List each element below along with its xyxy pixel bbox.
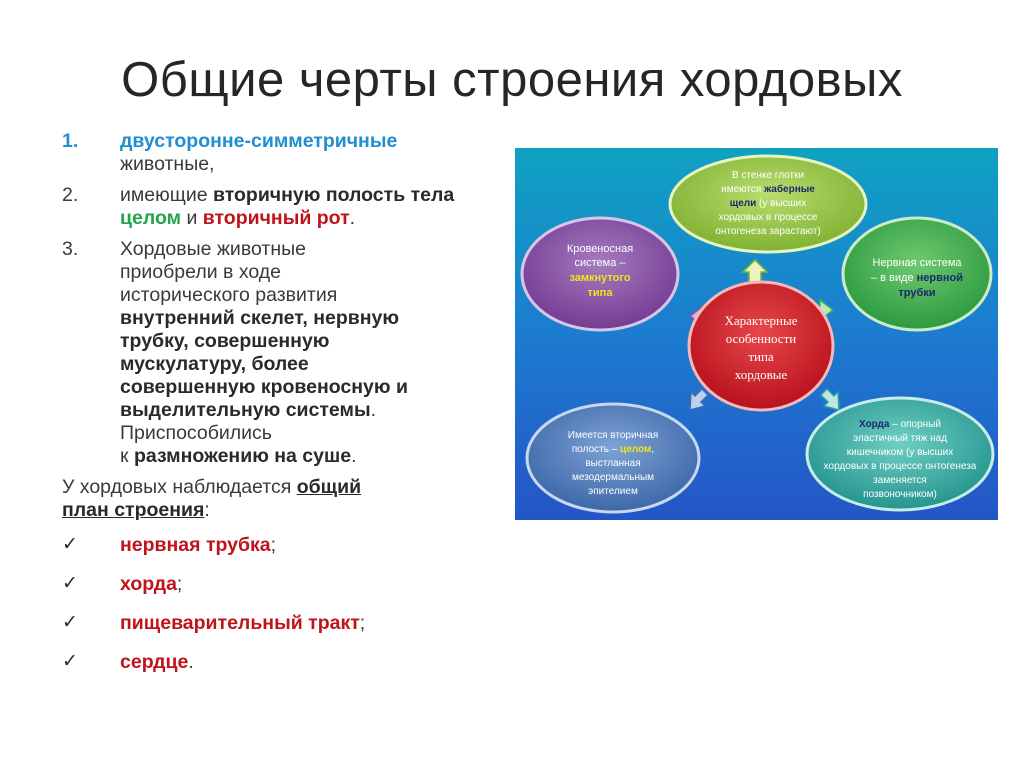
check-item — [62, 612, 482, 651]
item-line: Хордовые животные — [120, 238, 306, 260]
item-text: . — [351, 445, 357, 467]
item-text-bold: размножению на суше — [133, 445, 352, 467]
svg-text:Хорда – опорный — [859, 419, 941, 430]
text-column — [62, 130, 482, 690]
item-text: . — [349, 207, 356, 229]
right-highlight: трубки — [898, 287, 936, 299]
item-number: 1. — [62, 130, 79, 152]
top-line: (у высших — [756, 198, 807, 209]
check-item-punct: ; — [270, 534, 277, 556]
br-line: позвоночником) — [863, 489, 937, 500]
item-text-bold: вторичную полость тела — [212, 184, 455, 206]
checkmark-icon: ✓ — [62, 534, 78, 555]
center-line: хордовые — [734, 367, 788, 382]
top-highlight: жаберные — [764, 184, 815, 195]
item-text-red: вторичный рот — [202, 207, 350, 229]
chordates-features-diagram — [515, 148, 998, 520]
plan-paragraph — [62, 476, 482, 522]
item-line: приобрели в ходе — [120, 261, 281, 283]
checkmark-icon: ✓ — [62, 573, 78, 594]
center-line: Характерные — [724, 313, 798, 328]
left-line: система – — [574, 257, 626, 269]
top-line: В стенке глотки — [731, 170, 805, 181]
br-line: кишечником (у высших — [846, 447, 954, 458]
top-line: имеются — [721, 184, 765, 195]
check-item-punct: . — [188, 651, 194, 673]
left-highlight: замкнутого — [569, 272, 631, 284]
check-item-text: сердце — [120, 651, 189, 673]
br-line: эластичный тяж над — [852, 433, 948, 444]
left-highlight: типа — [587, 287, 613, 299]
item-text: и — [181, 207, 203, 229]
list-item-1 — [62, 130, 482, 176]
check-item — [62, 534, 482, 573]
item-text: имеющие — [120, 184, 213, 206]
list-item-2 — [62, 184, 482, 230]
item-text: животные, — [120, 153, 215, 175]
item-line-bold: выделительную системы — [120, 399, 371, 421]
checklist — [62, 534, 482, 690]
bl-line: эпителием — [588, 486, 638, 497]
item-line-bold: мускулатуру, более — [120, 353, 309, 375]
br-line: хордовых в процессе онтогенеза — [823, 461, 977, 472]
check-item-text: пищеварительный тракт — [120, 612, 360, 634]
center-line: особенности — [725, 331, 797, 346]
plan-underlined: общий — [296, 476, 362, 498]
list-item-3 — [62, 238, 482, 468]
item-line-bold: внутренний скелет, нервную — [120, 307, 399, 329]
bl-highlight: целом — [620, 444, 652, 455]
bl-line: выстланная — [585, 458, 641, 469]
top-line: онтогенеза зарастают) — [715, 226, 821, 237]
item-text: к — [120, 445, 134, 467]
top-line: хордовых в процессе — [718, 212, 818, 223]
bl-line: полость – — [571, 444, 621, 455]
bl-line: , — [651, 444, 655, 455]
center-line: типа — [748, 349, 774, 364]
check-item-punct: ; — [176, 573, 183, 595]
right-line: Нервная система — [872, 257, 962, 269]
bl-line: мезодермальным — [571, 472, 655, 483]
plan-text: : — [204, 499, 210, 521]
item-number: 3. — [62, 238, 79, 260]
check-item-text: хорда — [120, 573, 177, 595]
check-item-punct: ; — [359, 612, 366, 634]
br-line: – опорный — [889, 419, 941, 430]
item-text: . — [370, 399, 377, 421]
right-highlight: нервной — [916, 272, 964, 284]
svg-text:полость – целом, — [572, 444, 654, 455]
br-highlight: Хорда — [859, 419, 890, 430]
item-text-highlight: двусторонне-симметричные — [120, 130, 398, 152]
item-line-bold: совершенную кровеносную и — [120, 376, 408, 398]
item-text-green: целом — [120, 207, 182, 229]
br-line: заменяется — [873, 475, 927, 486]
top-highlight: щели — [729, 198, 757, 209]
item-line-bold: трубку, совершенную — [120, 330, 330, 352]
checkmark-icon: ✓ — [62, 612, 78, 633]
svg-text:щели (у высших — [730, 198, 807, 209]
check-item-text: нервная трубка — [120, 534, 271, 556]
item-line: исторического развития — [120, 284, 338, 306]
check-item — [62, 573, 482, 612]
left-line: Кровеносная — [566, 243, 634, 255]
svg-text:имеются жаберные — [721, 183, 815, 195]
center-characteristics-ellipse — [689, 282, 833, 410]
right-line: – в виде — [870, 272, 917, 284]
slide-title: Общие черты строения хордовых — [121, 53, 903, 107]
checkmark-icon: ✓ — [62, 651, 78, 672]
svg-text:– в виде нервной — [871, 272, 963, 284]
item-number: 2. — [62, 184, 79, 206]
item-line: Приспособились — [120, 422, 272, 444]
plan-text: У хордовых наблюдается — [62, 476, 297, 498]
check-item — [62, 651, 482, 690]
bl-line: Имеется вторичная — [567, 430, 659, 441]
plan-underlined: план строения — [62, 499, 205, 521]
